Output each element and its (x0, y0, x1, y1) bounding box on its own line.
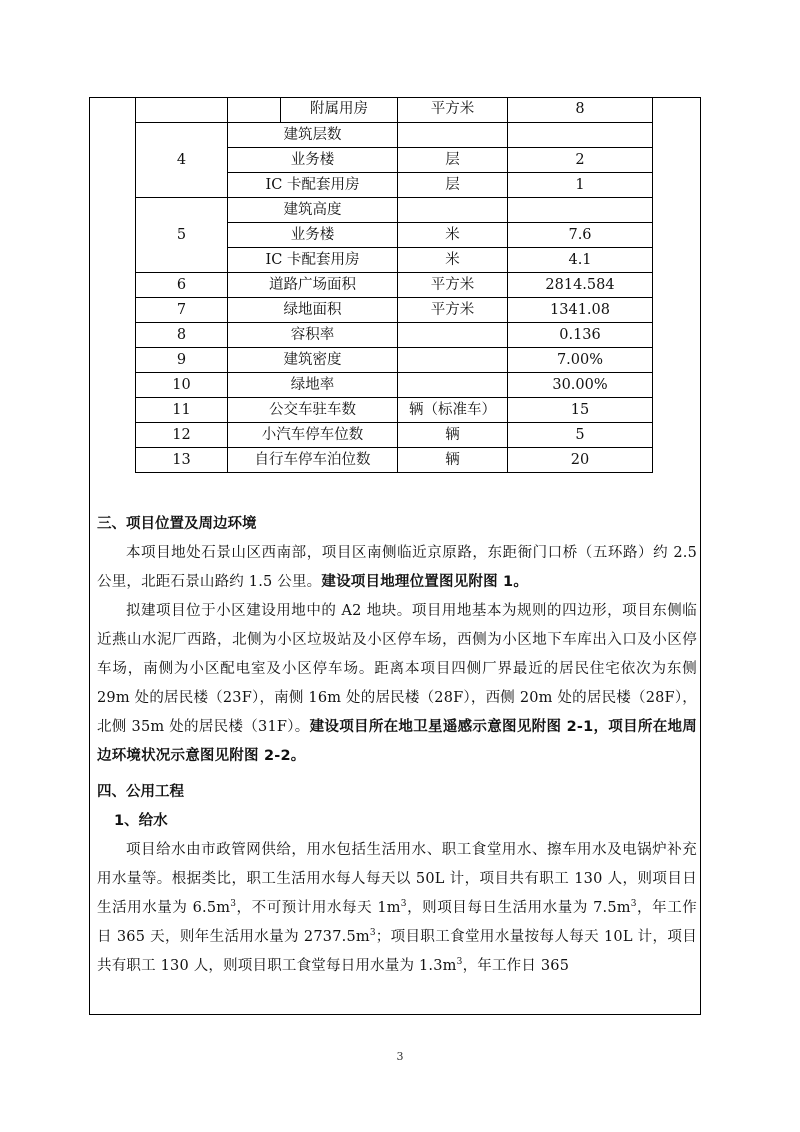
item-name-cell: 建筑层数 (228, 122, 398, 147)
item-name-cell: IC 卡配套用房 (228, 172, 398, 197)
table-row (136, 397, 653, 422)
value-cell: 4.1 (508, 247, 653, 272)
value-cell: 0.136 (508, 322, 653, 347)
unit-cell: 平方米 (398, 272, 508, 297)
table-row (136, 272, 653, 297)
row-number-cell: 8 (136, 322, 228, 347)
unit-cell (398, 197, 508, 222)
value-cell: 1 (508, 172, 653, 197)
value-cell: 8 (508, 97, 653, 122)
value-cell: 2 (508, 147, 653, 172)
unit-cell (398, 322, 508, 347)
value-cell: 7.00% (508, 347, 653, 372)
row-number-cell: 12 (136, 422, 228, 447)
section-3-paragraph-2: 拟建项目位于小区建设用地中的 A2 地块。项目用地基本为规则的四边形，项目东侧临近燕山水泥厂西路，北侧为小区垃圾站及小区停车场，西侧为小区地下车库出入口及小区停车场，南侧为小区配电室及小区停车场。距离本项目四侧厂界最近的居民住宅依次为东侧 29m 处的居民楼（23F），南侧 16m 处的居民楼（28F），西侧 20m 处的居民楼（28F），北侧 35m 处的居民楼（31F）。建设项目所在地卫星遥感示意图见附图 2-1，项目所在地周边环境状况示意图见附图 2-2。 (97, 603, 698, 764)
row-number-cell: 6 (136, 272, 228, 297)
spec-table (135, 97, 653, 473)
unit-cell: 辆（标准车） (398, 397, 508, 422)
section-4-heading: 四、公用工程 (97, 784, 184, 800)
item-name-cell: 附属用房 (281, 97, 398, 122)
value-cell: 20 (508, 447, 653, 472)
unit-cell: 辆 (398, 422, 508, 447)
unit-cell: 米 (398, 247, 508, 272)
content (97, 510, 697, 981)
row-number-cell: 13 (136, 447, 228, 472)
table-row (136, 422, 653, 447)
unit-cell: 平方米 (398, 97, 508, 122)
indent-cell (228, 97, 281, 122)
item-name-cell: 公交车驻车数 (228, 397, 398, 422)
table-row (136, 447, 653, 472)
table-row (136, 97, 653, 122)
row-number-cell (136, 97, 228, 122)
unit-cell (398, 122, 508, 147)
item-name-cell: IC 卡配套用房 (228, 247, 398, 272)
item-name-cell: 道路广场面积 (228, 272, 398, 297)
table-row (136, 347, 653, 372)
water-supply-paragraph: 项目给水由市政管网供给，用水包括生活用水、职工食堂用水、擦车用水及电锅炉补充用水量等。根据类比，职工生活用水每人每天以 50L 计，项目共有职工 130 人，则项目日生活用水量为 $6.5m^3$，不可预计用水每天 $1m^3$，则项目每日生活用水量为 $7.5m^3$，年工作日 365 天，则年生活用水量为 $2737.5m^3$；项目职工食堂用水量按每人每天 10L 计，项目共有职工 130 人，则项目职工食堂每日用水量为 $1.3m^3$，年工作日 365 (97, 842, 697, 974)
value-cell: 2814.584 (508, 272, 653, 297)
unit-cell (398, 347, 508, 372)
row-number-cell: 9 (136, 347, 228, 372)
row-number-cell: 10 (136, 372, 228, 397)
row-number-cell: 11 (136, 397, 228, 422)
value-cell: 5 (508, 422, 653, 447)
value-cell (508, 197, 653, 222)
unit-cell: 辆 (398, 447, 508, 472)
row-number-cell: 4 (136, 122, 228, 197)
value-cell: 30.00% (508, 372, 653, 397)
unit-cell: 层 (398, 172, 508, 197)
page-number: 3 (396, 1050, 404, 1063)
value-cell: 15 (508, 397, 653, 422)
unit-cell: 层 (398, 147, 508, 172)
item-name-cell: 建筑高度 (228, 197, 398, 222)
item-name-cell: 业务楼 (228, 222, 398, 247)
section-3-paragraph-1: 本项目地处石景山区西南部，项目区南侧临近京原路，东距衙门口桥（五环路）约 2.5 公里，北距石景山路约 1.5 公里。建设项目地理位置图见附图 1。 (97, 545, 697, 590)
item-name-cell: 绿地率 (228, 372, 398, 397)
item-name-cell: 自行车停车泊位数 (228, 447, 398, 472)
table-row (136, 197, 653, 222)
table-row (136, 122, 653, 147)
value-cell: 7.6 (508, 222, 653, 247)
table-row (136, 297, 653, 322)
item-name-cell: 绿地面积 (228, 297, 398, 322)
unit-cell: 米 (398, 222, 508, 247)
item-name-cell: 容积率 (228, 322, 398, 347)
unit-cell (398, 372, 508, 397)
value-cell (508, 122, 653, 147)
item-name-cell: 业务楼 (228, 147, 398, 172)
section-3-heading: 三、项目位置及周边环境 (97, 516, 257, 532)
unit-cell: 平方米 (398, 297, 508, 322)
value-cell: 1341.08 (508, 297, 653, 322)
item-name-cell: 小汽车停车位数 (228, 422, 398, 447)
row-number-cell: 7 (136, 297, 228, 322)
water-supply-heading: 1、给水 (114, 813, 168, 829)
row-number-cell: 5 (136, 197, 228, 272)
table-row (136, 322, 653, 347)
item-name-cell: 建筑密度 (228, 347, 398, 372)
table-row (136, 372, 653, 397)
